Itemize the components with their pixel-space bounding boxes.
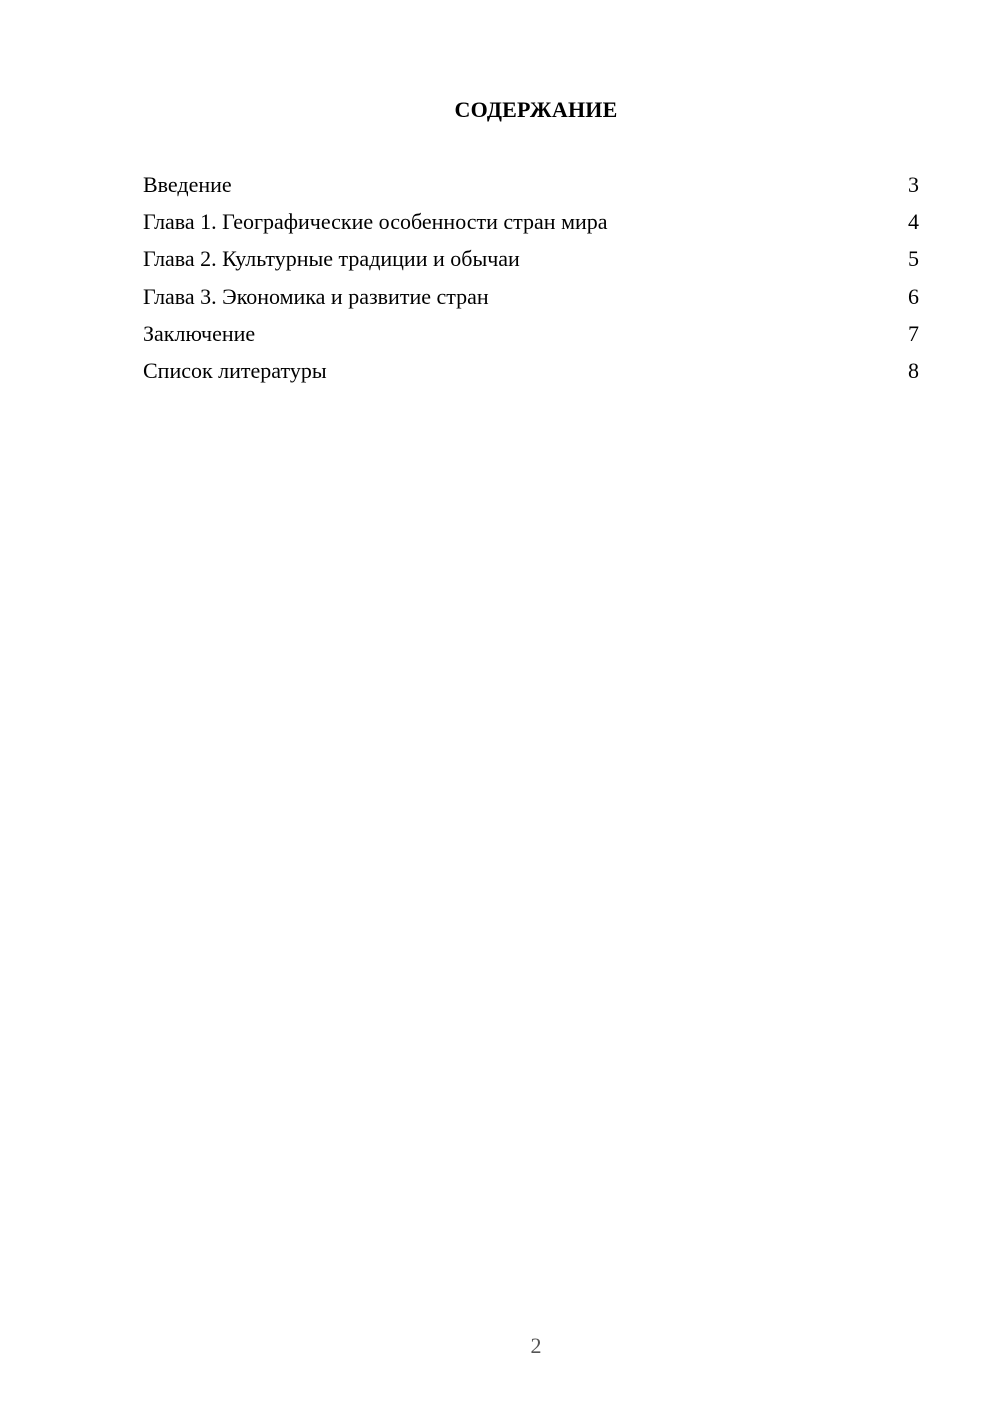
- toc-entry-page: 4: [908, 209, 919, 235]
- toc-entry-references: [143, 354, 919, 391]
- table-of-contents: [143, 168, 919, 391]
- toc-entry-chapter-2: [143, 242, 919, 279]
- toc-entry-conclusion: [143, 317, 919, 354]
- toc-entry-label: Глава 1. Географические особенности стран мира: [143, 209, 608, 235]
- toc-entry-page: 7: [908, 320, 919, 346]
- toc-entry-page: 5: [908, 246, 919, 272]
- toc-entry-label: Заключение: [143, 320, 256, 346]
- toc-entry-page: 3: [908, 172, 919, 197]
- toc-entry-chapter-3: [143, 280, 919, 317]
- page-number: 2: [530, 1333, 542, 1358]
- toc-entry-chapter-1: [143, 205, 919, 242]
- page-title: СОДЕРЖАНИЕ: [454, 97, 618, 122]
- toc-entry-page: 8: [908, 357, 919, 383]
- toc-entry-label: Глава 3. Экономика и развитие стран: [143, 283, 489, 309]
- toc-entry-label: Введение: [143, 172, 232, 197]
- toc-entry-introduction: [143, 168, 919, 205]
- toc-entry-label: Глава 2. Культурные традиции и обычаи: [143, 246, 520, 272]
- toc-entry-page: 6: [908, 283, 919, 309]
- toc-entry-label: Список литературы: [143, 357, 327, 383]
